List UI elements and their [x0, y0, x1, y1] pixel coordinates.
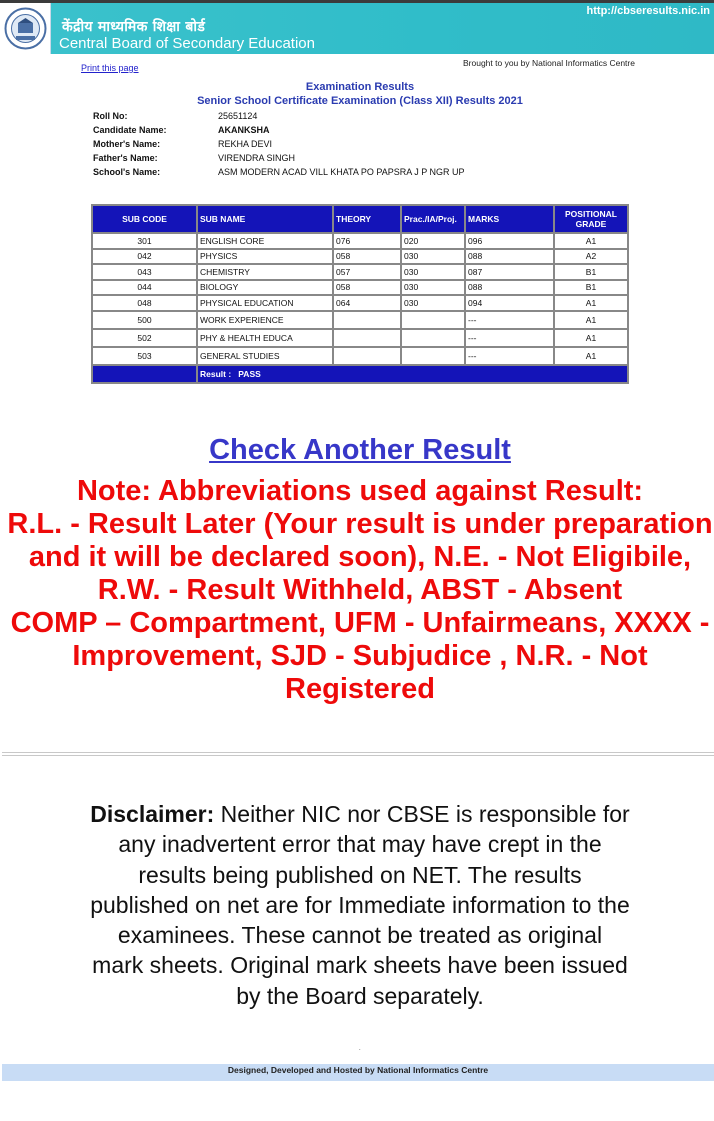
sub-name-cell: GENERAL STUDIES	[197, 347, 333, 365]
sub-code-cell: 503	[92, 347, 197, 365]
theory-cell: 058	[333, 249, 401, 265]
sub-name-cell: PHYSICS	[197, 249, 333, 265]
marks-cell: ---	[465, 347, 554, 365]
disclaimer	[90, 799, 630, 1011]
header-prac: Prac./IA/Proj.	[401, 205, 465, 233]
note-heading: Note: Abbreviations used against Result:	[76, 475, 644, 507]
sub-code-cell: 500	[92, 311, 197, 329]
sub-name-cell: PHYSICAL EDUCATION	[197, 295, 333, 311]
prac-cell: 020	[401, 233, 465, 249]
grade-cell: A1	[554, 329, 628, 347]
theory-cell: 057	[333, 264, 401, 280]
sub-name-cell: PHY & HEALTH EDUCA	[197, 329, 333, 347]
header-sub-name: SUB NAME	[197, 205, 333, 233]
divider	[2, 755, 714, 756]
grade-cell: A2	[554, 249, 628, 265]
hindi-board-title: केंद्रीय माध्यमिक शिक्षा बोर्ड	[62, 19, 206, 35]
table-row	[92, 233, 628, 249]
roll-no-label: Roll No:	[93, 111, 128, 121]
grade-cell: A1	[554, 295, 628, 311]
marks-table	[91, 204, 629, 384]
theory-cell: 058	[333, 280, 401, 296]
sub-name-cell: CHEMISTRY	[197, 264, 333, 280]
marks-cell: 094	[465, 295, 554, 311]
grade-cell: B1	[554, 264, 628, 280]
result-spacer	[92, 365, 197, 383]
sub-name-cell: BIOLOGY	[197, 280, 333, 296]
marks-cell: 088	[465, 280, 554, 296]
theory-cell	[333, 311, 401, 329]
theory-cell: 076	[333, 233, 401, 249]
note-abbrev-line-2: COMP – Compartment, UFM - Unfairmeans, XXXX - Improvement, SJD - Subjudice , N.R. - Not Registered	[10, 607, 710, 705]
marks-cell: 088	[465, 249, 554, 265]
brought-by-text: Brought to you by National Informatics Centre	[463, 58, 635, 68]
father-name-value: VIRENDRA SINGH	[218, 153, 296, 163]
result-row	[92, 365, 628, 383]
prac-cell: 030	[401, 280, 465, 296]
exam-title: Examination Results	[305, 81, 415, 93]
mother-name-label: Mother's Name:	[93, 139, 161, 149]
sub-name-cell: WORK EXPERIENCE	[197, 311, 333, 329]
site-url[interactable]: http://cbseresults.nic.in	[586, 5, 710, 17]
roll-no-value: 25651124	[218, 111, 258, 121]
header-sub-code: SUB CODE	[92, 205, 197, 233]
cbse-emblem-icon	[3, 6, 48, 51]
print-page-link[interactable]: Print this page	[81, 63, 139, 73]
footer: Designed, Developed and Hosted by National Informatics Centre	[2, 1064, 714, 1081]
sub-code-cell: 048	[92, 295, 197, 311]
table-row	[92, 249, 628, 265]
school-name-label: School's Name:	[93, 167, 161, 177]
grade-cell: B1	[554, 280, 628, 296]
marks-cell: 096	[465, 233, 554, 249]
marks-cell: ---	[465, 329, 554, 347]
prac-cell: 030	[401, 295, 465, 311]
prac-cell	[401, 347, 465, 365]
sub-code-cell: 301	[92, 233, 197, 249]
grade-cell: A1	[554, 311, 628, 329]
prac-cell	[401, 311, 465, 329]
sub-code-cell: 044	[92, 280, 197, 296]
table-row	[92, 264, 628, 280]
exam-subtitle: Senior School Certificate Examination (Class XII) Results 2021	[197, 95, 523, 107]
table-row	[92, 347, 628, 365]
father-name-label: Father's Name:	[93, 153, 158, 163]
table-row	[92, 311, 628, 329]
mother-name-value: REKHA DEVI	[218, 139, 273, 149]
prac-cell	[401, 329, 465, 347]
sub-code-cell: 043	[92, 264, 197, 280]
result-value: PASS	[238, 368, 261, 379]
divider	[2, 752, 714, 753]
disclaimer-text: Neither NIC nor CBSE is responsible for any inadvertent error that may have crept in the results being published on NET. The results published on net are for Immediate information to the examinees. These cannot be treated as original mark sheets. Original mark sheets have been issued by the Board separately.	[90, 801, 630, 1009]
header-marks: MARKS	[465, 205, 554, 233]
grade-cell: A1	[554, 233, 628, 249]
abbreviation-note	[0, 475, 714, 706]
header-theory: THEORY	[333, 205, 401, 233]
header-grade: POSITIONAL GRADE	[554, 205, 628, 233]
marks-cell: ---	[465, 311, 554, 329]
marks-cell: 087	[465, 264, 554, 280]
marks-table-header	[92, 205, 628, 233]
sub-name-cell: ENGLISH CORE	[197, 233, 333, 249]
prac-cell: 030	[401, 264, 465, 280]
prac-cell: 030	[401, 249, 465, 265]
table-row	[92, 329, 628, 347]
result-cell	[197, 365, 628, 383]
table-row	[92, 295, 628, 311]
grade-cell: A1	[554, 347, 628, 365]
separator-dot: .	[359, 1046, 361, 1052]
check-another-result-link[interactable]: Check Another Result	[209, 434, 511, 466]
note-abbrev-line-1: R.L. - Result Later (Your result is under preparation and it will be declared soon), N.E. - Not Eligibile, R.W. - Result Withheld, ABST - Absent	[7, 508, 713, 606]
candidate-name-value: AKANKSHA	[218, 125, 270, 135]
disclaimer-label: Disclaimer:	[90, 801, 215, 827]
cbse-logo	[0, 3, 51, 54]
site-header	[0, 3, 714, 54]
candidate-name-label: Candidate Name:	[93, 125, 167, 135]
theory-cell	[333, 347, 401, 365]
sub-code-cell: 502	[92, 329, 197, 347]
english-board-title: Central Board of Secondary Education	[59, 35, 315, 52]
sub-code-cell: 042	[92, 249, 197, 265]
theory-cell: 064	[333, 295, 401, 311]
result-label: Result :	[200, 368, 232, 379]
table-row	[92, 280, 628, 296]
school-name-value: ASM MODERN ACAD VILL KHATA PO PAPSRA J P NGR UP	[218, 167, 465, 177]
theory-cell	[333, 329, 401, 347]
